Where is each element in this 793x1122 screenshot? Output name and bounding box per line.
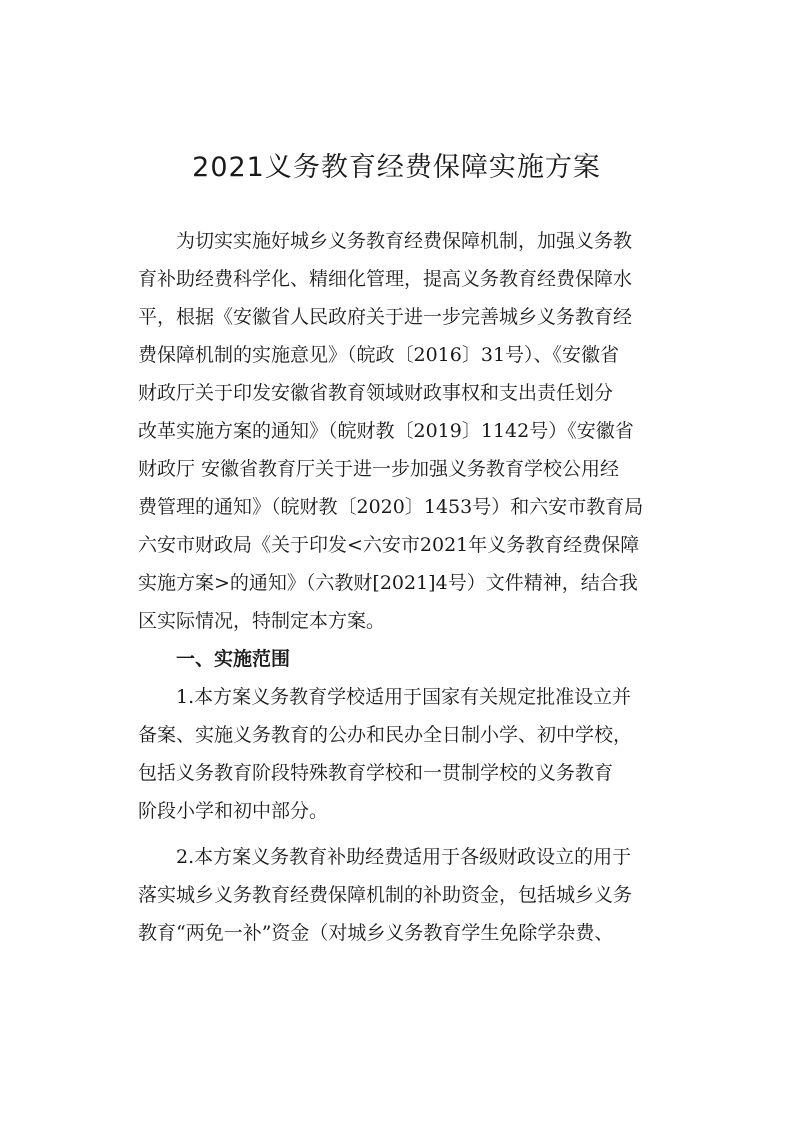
paragraph-line: 阶段小学和初中部分。 xyxy=(138,800,329,822)
paragraph-line: 财政厅 安徽省教育厅关于进一步加强义务教育学校公用经 xyxy=(138,458,620,480)
paragraph-line: 育补助经费科学化、精细化管理，提高义务教育经费保障水 xyxy=(138,268,633,290)
item-1-paragraph xyxy=(138,678,678,830)
paragraph-line: 财政厅关于印发安徽省教育领域财政事权和支出责任划分 xyxy=(138,382,614,404)
document-body xyxy=(138,222,678,952)
document-title: 2021义务教育经费保障实施方案 xyxy=(192,152,601,183)
paragraph-line: 费管理的通知》（皖财教〔2020〕1453号）和六安市教育局 xyxy=(138,496,644,518)
section-heading: 一、实施范围 xyxy=(176,648,291,670)
paragraph-line: 教育“两免一补”资金（对城乡义务教育学生免除学杂费、 xyxy=(138,922,614,944)
item-2-paragraph xyxy=(138,838,678,952)
paragraph-line: 实施方案>的通知》（六教财[2021]4号）文件精神，结合我 xyxy=(138,572,638,594)
intro-paragraph xyxy=(138,222,678,640)
paragraph-line: 费保障机制的实施意见》（皖政〔2016〕31号）、《安徽省 xyxy=(138,344,620,366)
paragraph-line: 区实际情况，特制定本方案。 xyxy=(138,610,386,632)
paragraph-line: 平，根据《安徽省人民政府关于进一步完善城乡义务教育经 xyxy=(138,306,633,328)
paragraph-line: 备案、实施义务教育的公办和民办全日制小学、初中学校， xyxy=(138,724,633,746)
paragraph-line: 包括义务教育阶段特殊教育学校和一贯制学校的义务教育 xyxy=(138,762,614,784)
paragraph-line: 六安市财政局《关于印发<六安市2021年义务教育经费保障 xyxy=(138,534,640,556)
paragraph-line: 改革实施方案的通知》（皖财教〔2019〕1142号）《安徽省 xyxy=(138,420,634,442)
paragraph-line: 2.本方案义务教育补助经费适用于各级财政设立的用于 xyxy=(176,846,632,868)
paragraph-line: 落实城乡义务教育经费保障机制的补助资金，包括城乡义务 xyxy=(138,884,633,906)
paragraph-line: 1.本方案义务教育学校适用于国家有关规定批准设立并 xyxy=(176,686,632,708)
paragraph-line: 为切实实施好城乡义务教育经费保障机制，加强义务教 xyxy=(176,230,633,252)
